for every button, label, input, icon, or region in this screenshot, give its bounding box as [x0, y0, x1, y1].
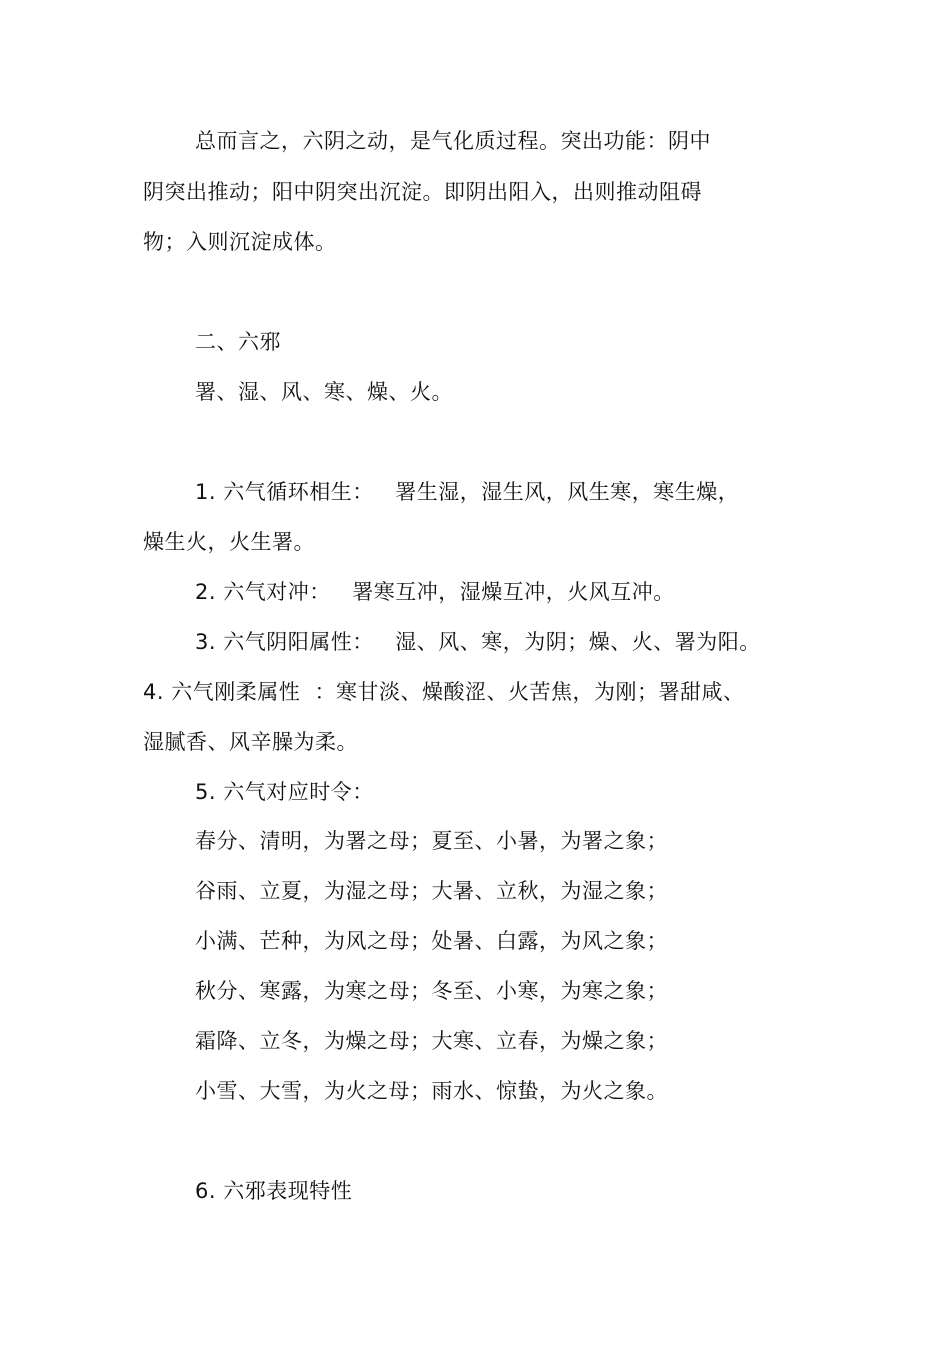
- list-item: 1. 六气循环相生： 署生湿，湿生风，风生寒，寒生燥，: [195, 480, 740, 504]
- season-line: 小满、芒种，为风之母；处暑、白露，为风之象；: [195, 929, 668, 953]
- list-item-continuation: 湿腻香、风辛臊为柔。: [143, 730, 358, 754]
- paragraph-line: 总而言之，六阴之动，是气化质过程。突出功能：阴中: [195, 129, 711, 153]
- section-heading: 二、六邪: [195, 330, 281, 354]
- list-item: 5. 六气对应时令：: [195, 780, 374, 804]
- season-line: 春分、清明，为署之母；夏至、小暑，为署之象；: [195, 829, 668, 853]
- paragraph-line: 阴突出推动；阳中阴突出沉淀。即阴出阳入，出则推动阻碍: [143, 180, 702, 204]
- list-item: 2. 六气对冲： 署寒互冲，湿燥互冲，火风互冲。: [195, 580, 675, 604]
- section-list: 署、湿、风、寒、燥、火。: [195, 380, 453, 404]
- list-item: 6. 六邪表现特性: [195, 1179, 353, 1203]
- list-item: 3. 六气阴阳属性： 湿、风、寒，为阴；燥、火、署为阳。: [195, 630, 761, 654]
- paragraph-line: 物；入则沉淀成体。: [143, 230, 337, 254]
- season-line: 谷雨、立夏，为湿之母；大暑、立秋，为湿之象；: [195, 879, 668, 903]
- list-item: 4. 六气刚柔属性 ：寒甘淡、燥酸涩、火苦焦，为刚；署甜咸、: [143, 680, 745, 704]
- list-item-continuation: 燥生火，火生署。: [143, 530, 315, 554]
- season-line: 霜降、立冬，为燥之母；大寒、立春，为燥之象；: [195, 1029, 668, 1053]
- season-line: 小雪、大雪，为火之母；雨水、惊蛰，为火之象。: [195, 1079, 668, 1103]
- season-line: 秋分、寒露，为寒之母；冬至、小寒，为寒之象；: [195, 979, 668, 1003]
